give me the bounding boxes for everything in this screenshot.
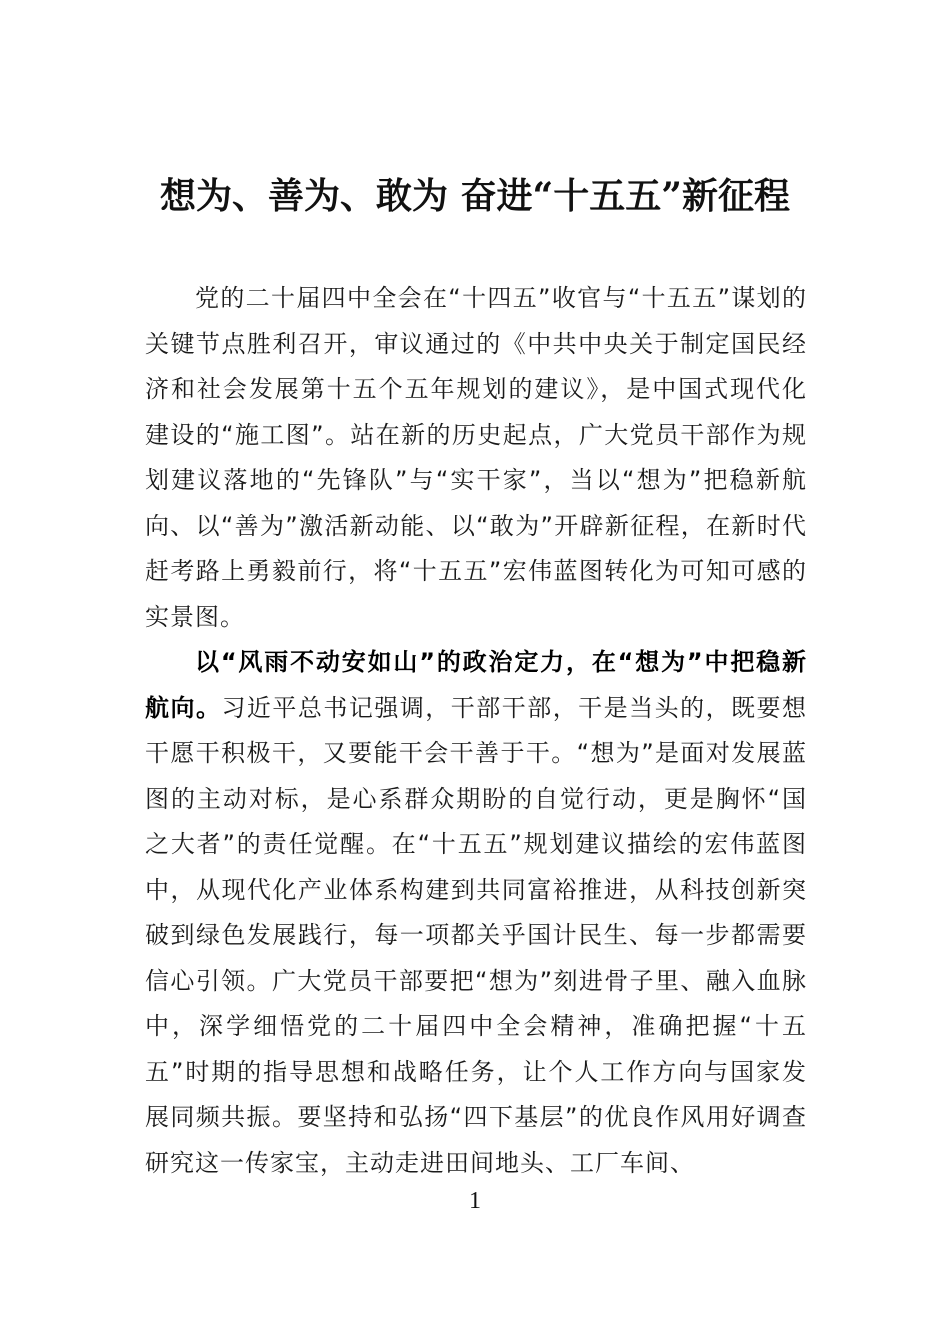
paragraph-1 <box>145 276 807 640</box>
paragraph-2 <box>145 640 807 1186</box>
paragraph-2-lead: 以“风雨不动安如山”的政治定力，在“想为”中把稳新航向。 <box>145 648 807 722</box>
document-title: 想为、善为、敢为 奋进“十五五”新征程 <box>160 175 790 217</box>
paragraph-2-text: 习近平总书记强调，干部干部，干是当头的，既要想干愿干积极干，又要能干会干善于干。“想为”是面对发展蓝图的主动对标，是心系群众期盼的自觉行动，更是胸怀“国之大者”的责任觉醒。在“十五五”规划建议描绘的宏伟蓝图中，从现代化产业体系构建到共同富裕推进，从科技创新突破到绿色发展践行，每一项都关乎国计民生、每一步都需要信心引领。广大党员干部要把“想为”刻进骨子里、融入血脉中，深学细悟党的二十届四中全会精神，准确把握“十五五”时期的指导思想和战略任务，让个人工作方向与国家发展同频共振。要坚持和弘扬“四下基层”的优良作风用好调查研究这一传家宝，主动走进田间地头、工厂车间、 <box>145 693 808 1177</box>
paragraph-1-text: 党的二十届四中全会在“十四五”收官与“十五五”谋划的关键节点胜利召开，审议通过的《中共中央关于制定国民经济和社会发展第十五个五年规划的建议》，是中国式现代化建设的“施工图”。站在新的历史起点，广大党员干部作为规划建议落地的“先锋队”与“实干家”，当以“想为”把稳新航向、以“善为”激活新动能、以“敢为”开辟新征程，在新时代赶考路上勇毅前行，将“十五五”宏伟蓝图转化为可知可感的实景图。 <box>145 284 807 631</box>
document-body <box>145 276 807 1186</box>
page-number: 1 <box>469 1188 481 1214</box>
